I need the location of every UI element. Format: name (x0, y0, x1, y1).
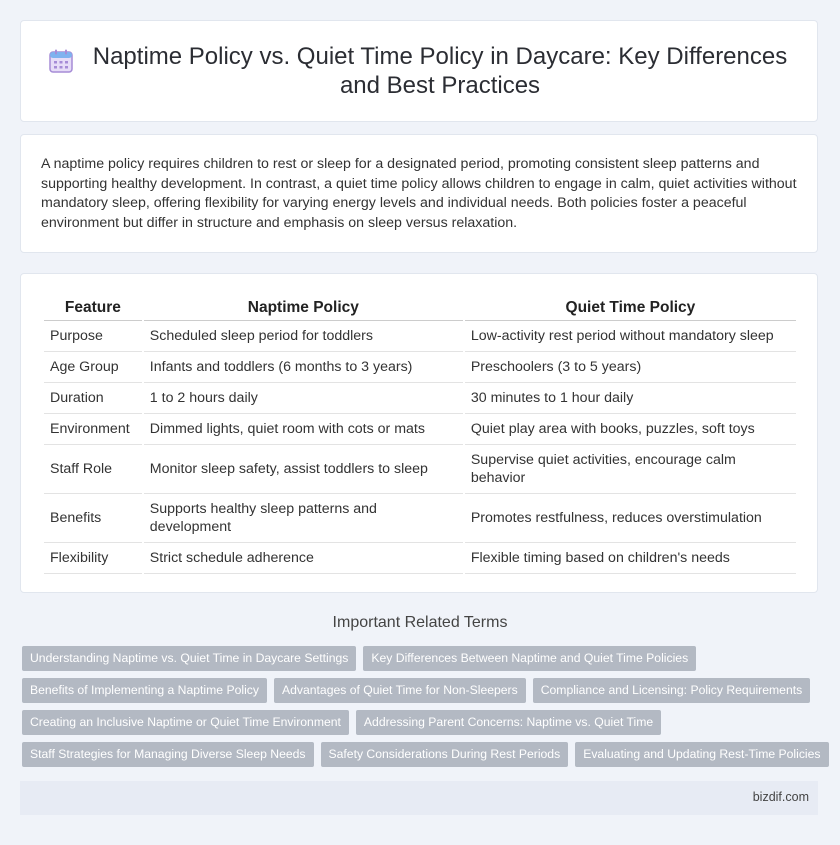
related-terms-title: Important Related Terms (332, 614, 508, 631)
table-header-row (44, 296, 796, 321)
related-term-tag[interactable]: Safety Considerations During Rest Periods (321, 742, 569, 767)
row-naptime: Strict schedule adherence (144, 543, 463, 574)
header-naptime: Naptime Policy (144, 296, 463, 321)
related-term-tag[interactable]: Addressing Parent Concerns: Naptime vs. Quiet Time (356, 710, 661, 735)
row-feature: Duration (44, 383, 142, 414)
table-row (44, 414, 796, 445)
related-term-tag[interactable]: Benefits of Implementing a Naptime Policy (22, 678, 267, 703)
row-naptime: Scheduled sleep period for toddlers (144, 321, 463, 352)
table-row (44, 445, 796, 494)
intro-text: A naptime policy requires children to rest or sleep for a designated period, promoting consistent sleep patterns and supporting healthy development. In contrast, a quiet time policy allows children to engage in calm, quiet activities without mandatory sleep, offering flexibility for varying energy levels and individual needs. Both policies foster a peaceful environment but differ in structure and emphasis on sleep versus relaxation. (41, 156, 797, 231)
related-term-tag[interactable]: Compliance and Licensing: Policy Requirements (533, 678, 811, 703)
row-feature: Staff Role (44, 445, 142, 494)
row-quiet-time: Promotes restfulness, reduces overstimulation (465, 494, 796, 543)
related-term-tag[interactable]: Evaluating and Updating Rest-Time Policies (575, 742, 828, 767)
tag-row (22, 646, 822, 671)
row-naptime: Dimmed lights, quiet room with cots or mats (144, 414, 463, 445)
row-feature: Flexibility (44, 543, 142, 574)
row-quiet-time: Flexible timing based on children's needs (465, 543, 796, 574)
related-term-tag[interactable]: Advantages of Quiet Time for Non-Sleepers (274, 678, 526, 703)
row-feature: Purpose (44, 321, 142, 352)
row-feature: Age Group (44, 352, 142, 383)
row-feature: Benefits (44, 494, 142, 543)
related-term-tag[interactable]: Staff Strategies for Managing Diverse Sleep Needs (22, 742, 314, 767)
header-feature: Feature (44, 296, 142, 321)
related-term-tag[interactable]: Creating an Inclusive Naptime or Quiet Time Environment (22, 710, 349, 735)
row-naptime: 1 to 2 hours daily (144, 383, 463, 414)
table-row (44, 543, 796, 574)
row-quiet-time: Quiet play area with books, puzzles, soft toys (465, 414, 796, 445)
row-naptime: Infants and toddlers (6 months to 3 years) (144, 352, 463, 383)
row-quiet-time: 30 minutes to 1 hour daily (465, 383, 796, 414)
table-row (44, 321, 796, 352)
comparison-card (20, 273, 818, 593)
row-feature: Environment (44, 414, 142, 445)
related-term-tag[interactable]: Key Differences Between Naptime and Quiet Time Policies (363, 646, 696, 671)
row-quiet-time: Preschoolers (3 to 5 years) (465, 352, 796, 383)
header-card (20, 20, 818, 122)
tag-row (22, 678, 822, 703)
related-terms-list (22, 646, 822, 774)
table-row (44, 383, 796, 414)
page-title: Naptime Policy vs. Quiet Time Policy in Daycare: Key Differences and Best Practices (92, 43, 788, 99)
table-row (44, 494, 796, 543)
calendar-icon (48, 48, 74, 74)
tag-row (22, 742, 822, 767)
intro-card (20, 134, 818, 253)
row-naptime: Monitor sleep safety, assist toddlers to sleep (144, 445, 463, 494)
row-naptime: Supports healthy sleep patterns and development (144, 494, 463, 543)
comparison-table (42, 296, 798, 574)
table-row (44, 352, 796, 383)
footer (20, 781, 818, 815)
row-quiet-time: Low-activity rest period without mandatory sleep (465, 321, 796, 352)
footer-site-link[interactable]: bizdif.com (752, 790, 809, 804)
header-quiet-time: Quiet Time Policy (465, 296, 796, 321)
tag-row (22, 710, 822, 735)
related-term-tag[interactable]: Understanding Naptime vs. Quiet Time in Daycare Settings (22, 646, 356, 671)
row-quiet-time: Supervise quiet activities, encourage calm behavior (465, 445, 796, 494)
